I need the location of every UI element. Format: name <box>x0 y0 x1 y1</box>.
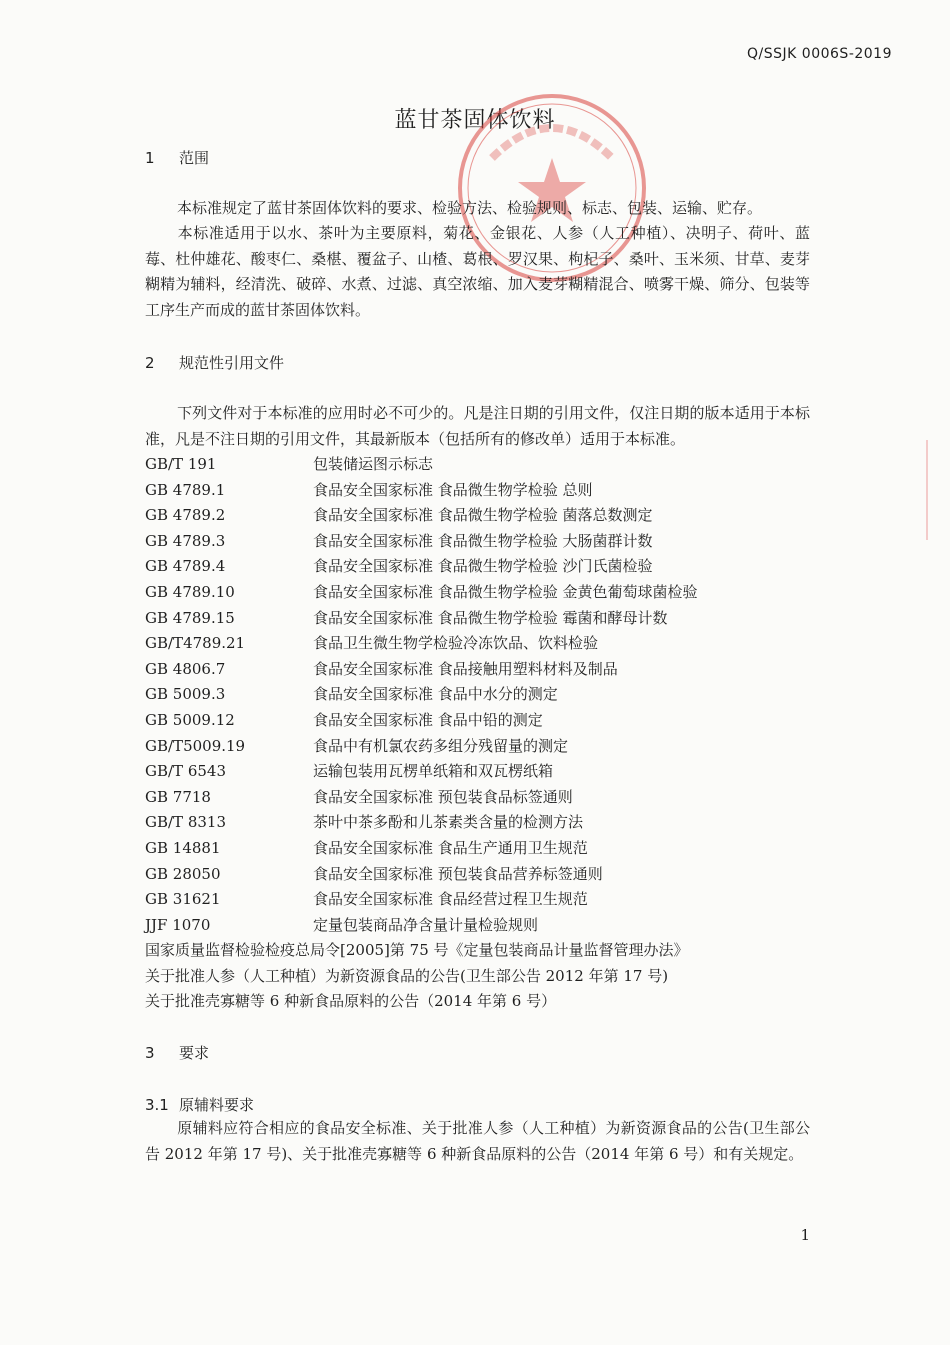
reference-extra: 关于批准人参（人工种植）为新资源食品的公告(卫生部公告 2012 年第 17 号) <box>145 966 669 985</box>
subsection-number: 3.1 <box>145 1096 169 1114</box>
reference-title: 食品安全国家标准 食品经营过程卫生规范 <box>313 890 588 909</box>
scope-paragraph-2 <box>145 221 810 323</box>
reference-code: GB/T 8313 <box>145 813 227 832</box>
reference-code: JJF 1070 <box>145 915 211 934</box>
reference-row <box>145 452 810 478</box>
reference-title: 食品安全国家标准 食品接触用塑料材料及制品 <box>313 659 618 678</box>
reference-extra: 关于批准壳寡糖等 6 种新食品原料的公告（2014 年第 6 号） <box>145 992 557 1011</box>
reference-row <box>145 913 810 939</box>
reference-code: GB 5009.12 <box>145 710 235 729</box>
reference-title: 食品中有机氯农药多组分残留量的测定 <box>313 736 569 755</box>
reference-title: 食品安全国家标准 食品微生物学检验 霉菌和酵母计数 <box>313 608 668 627</box>
section-number: 3 <box>145 1044 155 1062</box>
reference-title: 食品安全国家标准 预包装食品标签通则 <box>313 787 573 806</box>
reference-row <box>145 836 810 862</box>
reference-row <box>145 785 810 811</box>
page-number: 1 <box>800 1226 810 1244</box>
reference-code: GB 4789.10 <box>145 582 235 601</box>
reference-extra: 国家质量监督检验检疫总局令[2005]第 75 号《定量包装商品计量监督管理办法》 <box>145 941 689 960</box>
section-1-heading <box>145 147 209 168</box>
section-title: 范围 <box>179 149 210 167</box>
reference-title: 定量包装商品净含量计量检验规则 <box>313 915 539 934</box>
reference-row <box>145 862 810 888</box>
reference-title: 食品安全国家标准 食品微生物学检验 大肠菌群计数 <box>313 531 653 550</box>
reference-code: GB 31621 <box>145 890 221 909</box>
reference-code: GB 4789.3 <box>145 531 226 550</box>
subsection-3-1-heading <box>145 1094 254 1115</box>
document-title: 蓝甘茶固体饮料 <box>394 108 556 133</box>
reference-row <box>145 580 810 606</box>
reference-row <box>145 503 810 529</box>
paragraph-text: 原辅料应符合相应的食品安全标准、关于批准人参（人工种植）为新资源食品的公告(卫生部公告 2012 年第 17 号)、关于批准壳寡糖等 6 种新食品原料的公告（2014 年第 6 号）和有关规定。 <box>145 1119 810 1163</box>
reference-code: GB 7718 <box>145 787 211 806</box>
reference-row <box>145 810 810 836</box>
reference-code: GB/T4789.21 <box>145 634 246 653</box>
reference-row <box>145 759 810 785</box>
paragraph-text: 下列文件对于本标准的应用时必不可少的。凡是注日期的引用文件，仅注日期的版本适用于本标准，凡是不注日期的引用文件，其最新版本（包括所有的修改单）适用于本标准。 <box>145 404 810 448</box>
paragraph-text: 本标准规定了蓝甘茶固体饮料的要求、检验方法、检验规则、标志、包装、运输、贮存。 <box>177 199 763 217</box>
reference-code: GB 14881 <box>145 838 221 857</box>
reference-title: 茶叶中茶多酚和儿茶素类含量的检测方法 <box>313 813 584 832</box>
reference-title: 食品安全国家标准 食品微生物学检验 金黄色葡萄球菌检验 <box>313 582 698 601</box>
scope-paragraph-1 <box>145 196 810 222</box>
page-edge-mark <box>926 440 942 540</box>
reference-title: 食品安全国家标准 食品中铅的测定 <box>313 710 543 729</box>
reference-code: GB/T 191 <box>145 455 217 473</box>
reference-row <box>145 478 810 504</box>
paragraph-text: 本标准适用于以水、茶叶为主要原料，菊花、金银花、人参（人工种植）、决明子、荷叶、蓝莓、杜仲雄花、酸枣仁、桑椹、覆盆子、山楂、葛根、罗汉果、枸杞子、桑叶、玉米须、甘草、麦芽糊精为辅料，经清洗、破碎、水煮、过滤、真空浓缩、加入麦芽糊精混合、喷雾干燥、筛分、包装等工序生产而成的蓝甘茶固体饮料。 <box>145 224 810 319</box>
reference-code: GB 5009.3 <box>145 685 226 704</box>
reference-row <box>145 657 810 683</box>
section-title: 要求 <box>179 1044 210 1062</box>
reference-title: 运输包装用瓦楞单纸箱和双瓦楞纸箱 <box>313 762 554 781</box>
raw-material-paragraph <box>145 1116 810 1167</box>
reference-code: GB 4789.1 <box>145 480 226 499</box>
references-intro <box>145 401 810 452</box>
reference-row <box>145 682 810 708</box>
reference-title: 食品安全国家标准 食品微生物学检验 菌落总数测定 <box>313 506 653 525</box>
reference-title: 食品安全国家标准 预包装食品营养标签通则 <box>313 864 603 883</box>
reference-row <box>145 631 810 657</box>
reference-title: 食品安全国家标准 食品微生物学检验 沙门氏菌检验 <box>313 557 653 576</box>
reference-title: 食品安全国家标准 食品生产通用卫生规范 <box>313 838 588 857</box>
reference-row <box>145 887 810 913</box>
section-title: 规范性引用文件 <box>179 354 285 372</box>
reference-title: 食品安全国家标准 食品中水分的测定 <box>313 685 558 704</box>
document-code: Q/SSJK 0006S-2019 <box>747 46 892 62</box>
reference-row <box>145 734 810 760</box>
reference-title: 包装储运图示标志 <box>313 455 434 473</box>
section-2-heading <box>145 352 284 373</box>
section-number: 2 <box>145 354 155 372</box>
reference-row <box>145 554 810 580</box>
reference-code: GB/T5009.19 <box>145 736 246 755</box>
reference-row <box>145 708 810 734</box>
reference-title: 食品卫生微生物学检验冷冻饮品、饮料检验 <box>313 634 599 653</box>
reference-row <box>145 606 810 632</box>
reference-code: GB 4789.2 <box>145 506 226 525</box>
reference-code: GB 4789.4 <box>145 557 226 576</box>
subsection-title: 原辅料要求 <box>179 1096 255 1114</box>
reference-code: GB/T 6543 <box>145 762 227 781</box>
reference-code: GB 28050 <box>145 864 221 883</box>
section-3-heading <box>145 1042 209 1063</box>
section-number: 1 <box>145 149 155 167</box>
reference-row <box>145 529 810 555</box>
reference-code: GB 4806.7 <box>145 659 226 678</box>
reference-code: GB 4789.15 <box>145 608 235 627</box>
reference-title: 食品安全国家标准 食品微生物学检验 总则 <box>313 480 593 499</box>
reference-list <box>145 452 810 1015</box>
